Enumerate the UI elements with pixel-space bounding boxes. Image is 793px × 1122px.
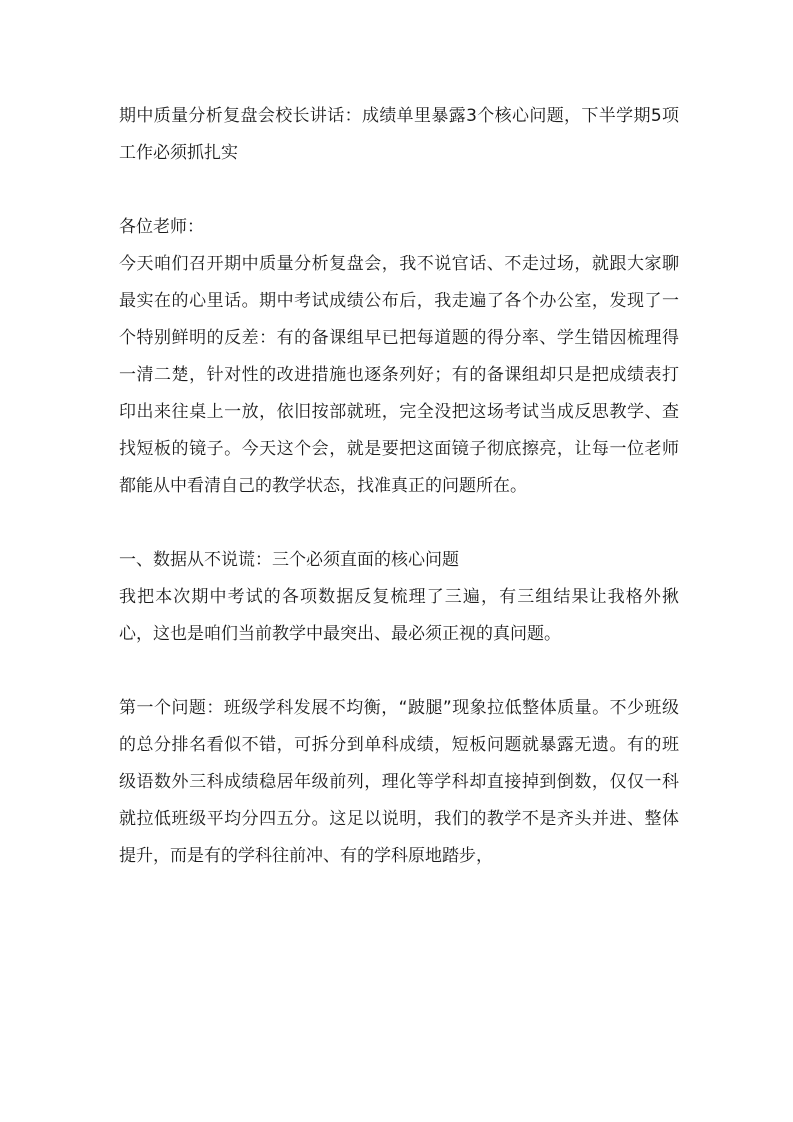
document-title: 期中质量分析复盘会校长讲话：成绩单里暴露3个核心问题，下半学期5项工作必须抓扎实 — [119, 106, 679, 163]
document-body — [119, 98, 679, 875]
intro-paragraph: 今天咱们召开期中质量分析复盘会，我不说官话、不走过场，就跟大家聊最实在的心里话。期中考试成绩公布后，我走遍了各个办公室，发现了一个特别鲜明的反差：有的备课组早已把每道题的得分率、学生错因梳理得一清二楚，针对性的改进措施也逐条列好；有的备课组却只是把成绩表打印出来往桌上一放，依旧按部就班，完全没把这场考试当成反思教学、查找短板的镜子。今天这个会，就是要把这面镜子彻底擦亮，让每一位老师都能从中看清自己的教学状态，找准真正的问题所在。 — [119, 254, 679, 496]
greeting: 各位老师： — [119, 217, 204, 237]
problem-paragraph: 第一个问题：班级学科发展不均衡，“跛腿”现象拉低整体质量。不少班级的总分排名看似不错，可拆分到单科成绩，短板问题就暴露无遗。有的班级语数外三科成绩稳居年级前列，理化等学科却直接掉到倒数，仅仅一科就拉低班级平均分四五分。这足以说明，我们的教学不是齐头并进、整体提升，而是有的学科往前冲、有的学科原地踏步， — [119, 698, 679, 866]
paragraph-spacer — [119, 653, 679, 690]
paragraph-spacer — [119, 505, 679, 542]
section-heading: 一、数据从不说谎：三个必须直面的核心问题 — [119, 550, 459, 570]
section-intro-paragraph: 我把本次期中考试的各项数据反复梳理了三遍，有三组结果让我格外揪心，这也是咱们当前教学中最突出、最必须正视的真问题。 — [119, 587, 679, 644]
